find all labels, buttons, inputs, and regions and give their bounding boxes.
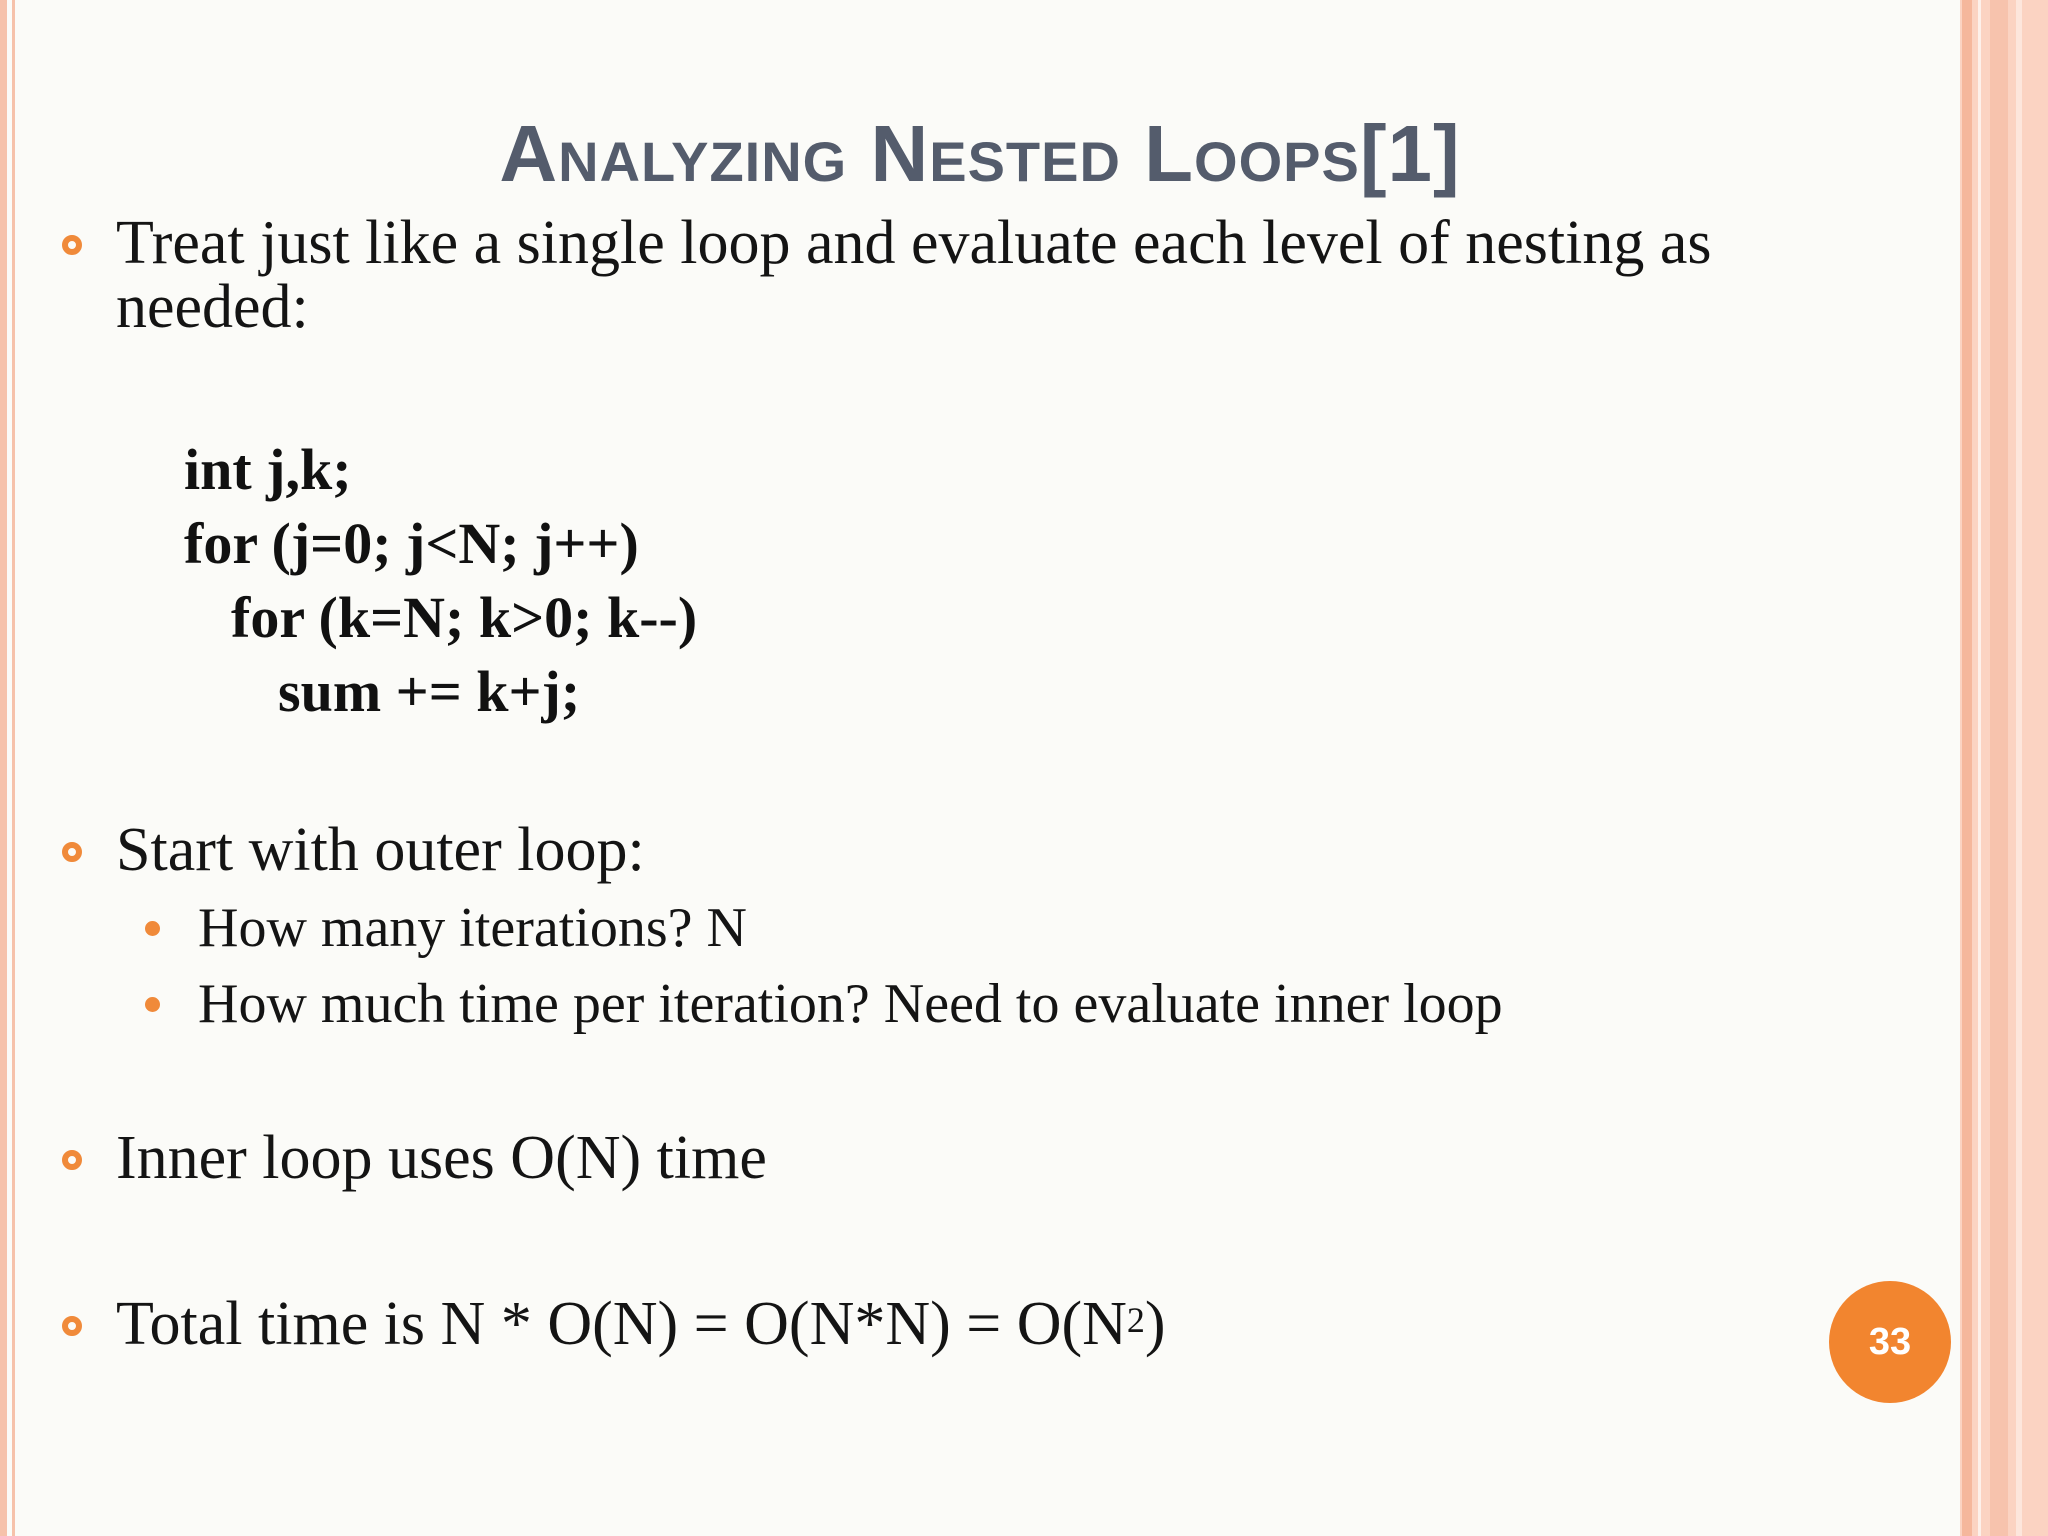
bullet-text: needed: (116, 273, 309, 341)
code-line: int j,k; (184, 437, 352, 502)
formula-end: ) (1144, 1290, 1166, 1358)
left-border (0, 0, 7, 1536)
ring-bullet-icon (62, 842, 82, 862)
sub-bullet-text: How much time per iteration? Need to evaluate inner loop (198, 973, 1503, 1035)
right-border-line (1990, 0, 2008, 1536)
bullet-text: Inner loop uses O(N) time (116, 1124, 767, 1192)
ring-bullet-icon (62, 235, 82, 255)
formula-text: Total time is N * O(N) = O(N*N) = O(N (116, 1290, 1127, 1358)
code-line: for (k=N; k>0; k--) (231, 585, 698, 650)
left-border-inner (12, 0, 15, 1536)
bullet-text: Start with outer loop: (116, 816, 645, 884)
ring-bullet-icon (62, 1316, 82, 1336)
bullet-text (116, 1292, 1166, 1356)
right-border-line (1978, 0, 1981, 1536)
exponent: 2 (1126, 1300, 1145, 1340)
dot-bullet-icon (145, 997, 160, 1012)
code-line: sum += k+j; (278, 659, 581, 724)
dot-bullet-icon (145, 921, 160, 936)
bullet-text: Treat just like a single loop and evaluate each level of nesting as (116, 209, 1712, 277)
ring-bullet-icon (62, 1150, 82, 1170)
slide-title: Analyzing Nested Loops[1] (499, 109, 1461, 198)
code-line: for (j=0; j<N; j++) (184, 511, 639, 576)
sub-bullet-text: How many iterations? N (198, 897, 747, 959)
right-border-line (2016, 0, 2022, 1536)
page-number-badge: 33 (1829, 1281, 1951, 1403)
right-border-line (1962, 0, 1972, 1536)
